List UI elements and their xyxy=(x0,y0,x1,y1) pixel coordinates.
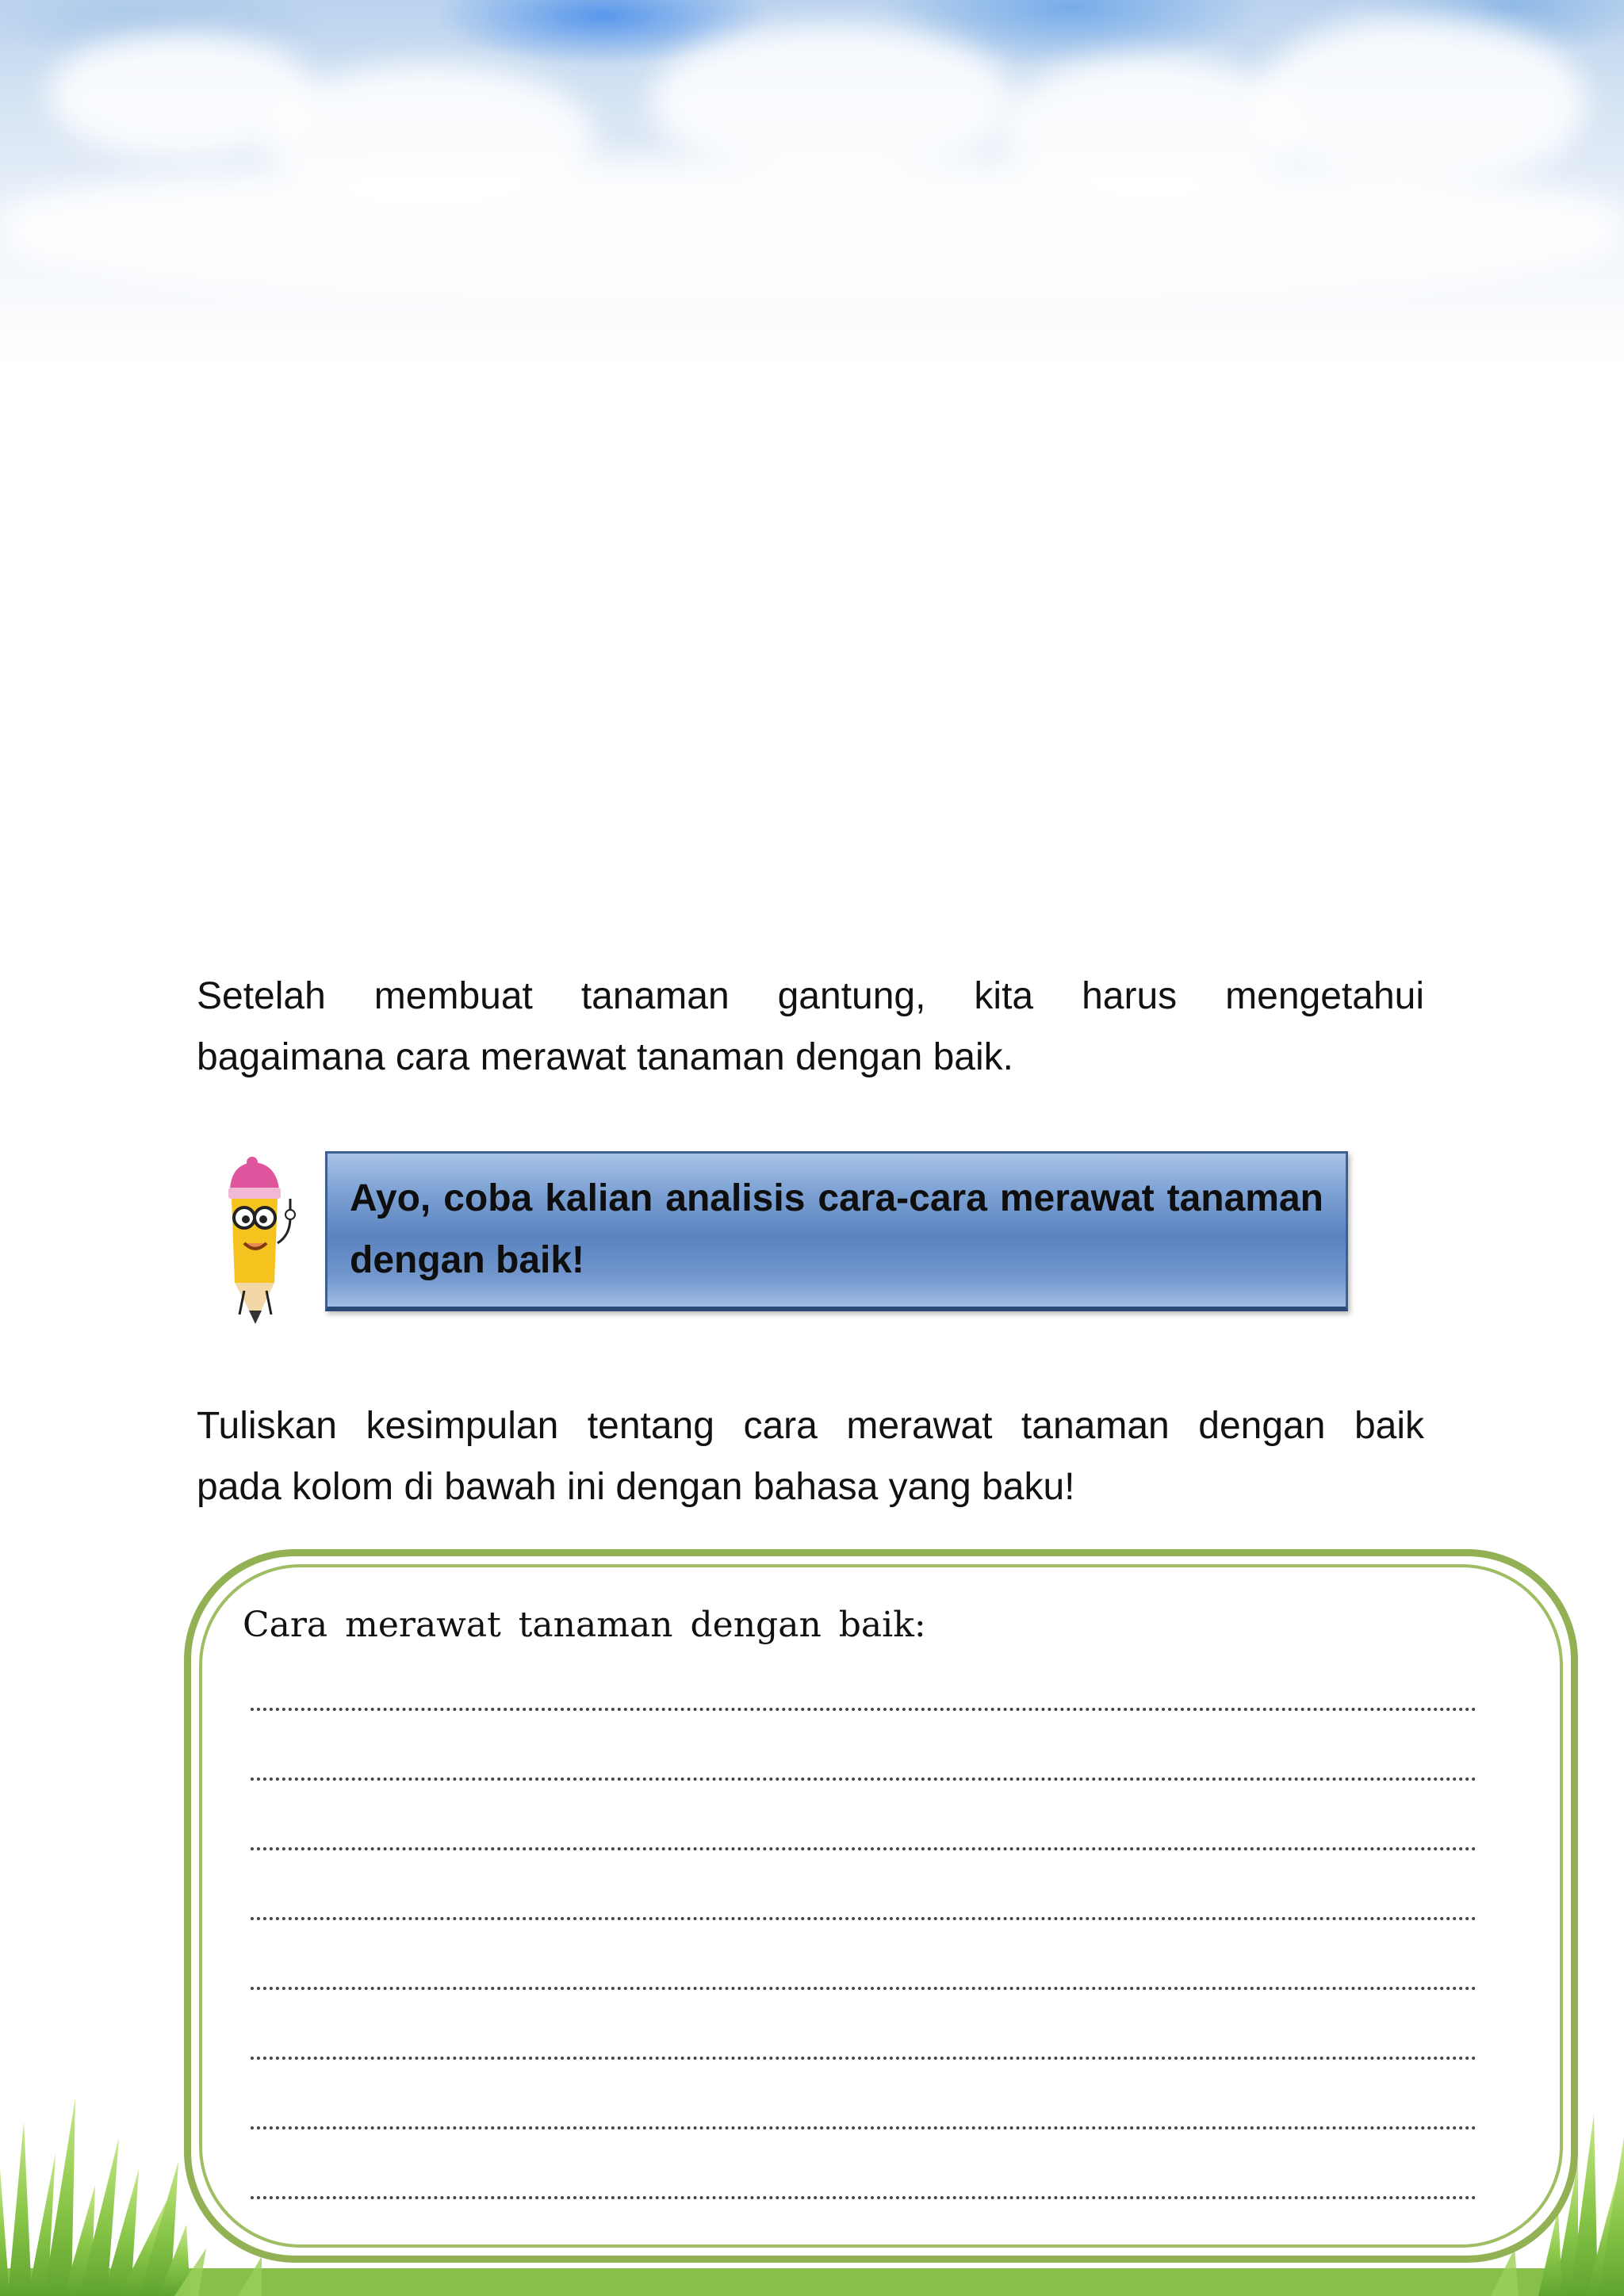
banner-line-2: dengan baik! xyxy=(350,1239,585,1281)
answer-line-2[interactable] xyxy=(251,1777,1477,1781)
activity-banner xyxy=(325,1151,1348,1311)
answer-box-inner-border xyxy=(199,1564,1563,2248)
answer-line-4[interactable] xyxy=(251,1917,1477,1920)
instruction-paragraph xyxy=(197,1395,1424,1517)
answer-box-title: Cara merawat tanaman dengan baik: xyxy=(243,1605,926,1645)
answer-line-7[interactable] xyxy=(251,2126,1477,2130)
sky-background xyxy=(0,0,1624,373)
banner-text xyxy=(350,1168,1323,1292)
intro-line-1: Setelah membuat tanaman gantung, kita harus mengetahui xyxy=(197,975,1424,1017)
answer-line-1[interactable] xyxy=(251,1708,1477,1711)
pencil-mascot-icon xyxy=(208,1156,301,1330)
answer-line-3[interactable] xyxy=(251,1847,1477,1850)
instruction-line-2: pada kolom di bawah ini dengan bahasa yang baku! xyxy=(197,1466,1075,1508)
answer-box xyxy=(184,1549,1578,2263)
instruction-line-1: Tuliskan kesimpulan tentang cara merawat tanaman dengan baik xyxy=(197,1405,1424,1447)
answer-line-5[interactable] xyxy=(251,1987,1477,1990)
intro-paragraph xyxy=(197,966,1424,1088)
answer-line-8[interactable] xyxy=(251,2196,1477,2199)
intro-line-2: bagaimana cara merawat tanaman dengan baik. xyxy=(197,1036,1013,1078)
answer-line-6[interactable] xyxy=(251,2057,1477,2060)
banner-line-1: Ayo, coba kalian analisis cara-cara merawat tanaman xyxy=(350,1177,1323,1219)
